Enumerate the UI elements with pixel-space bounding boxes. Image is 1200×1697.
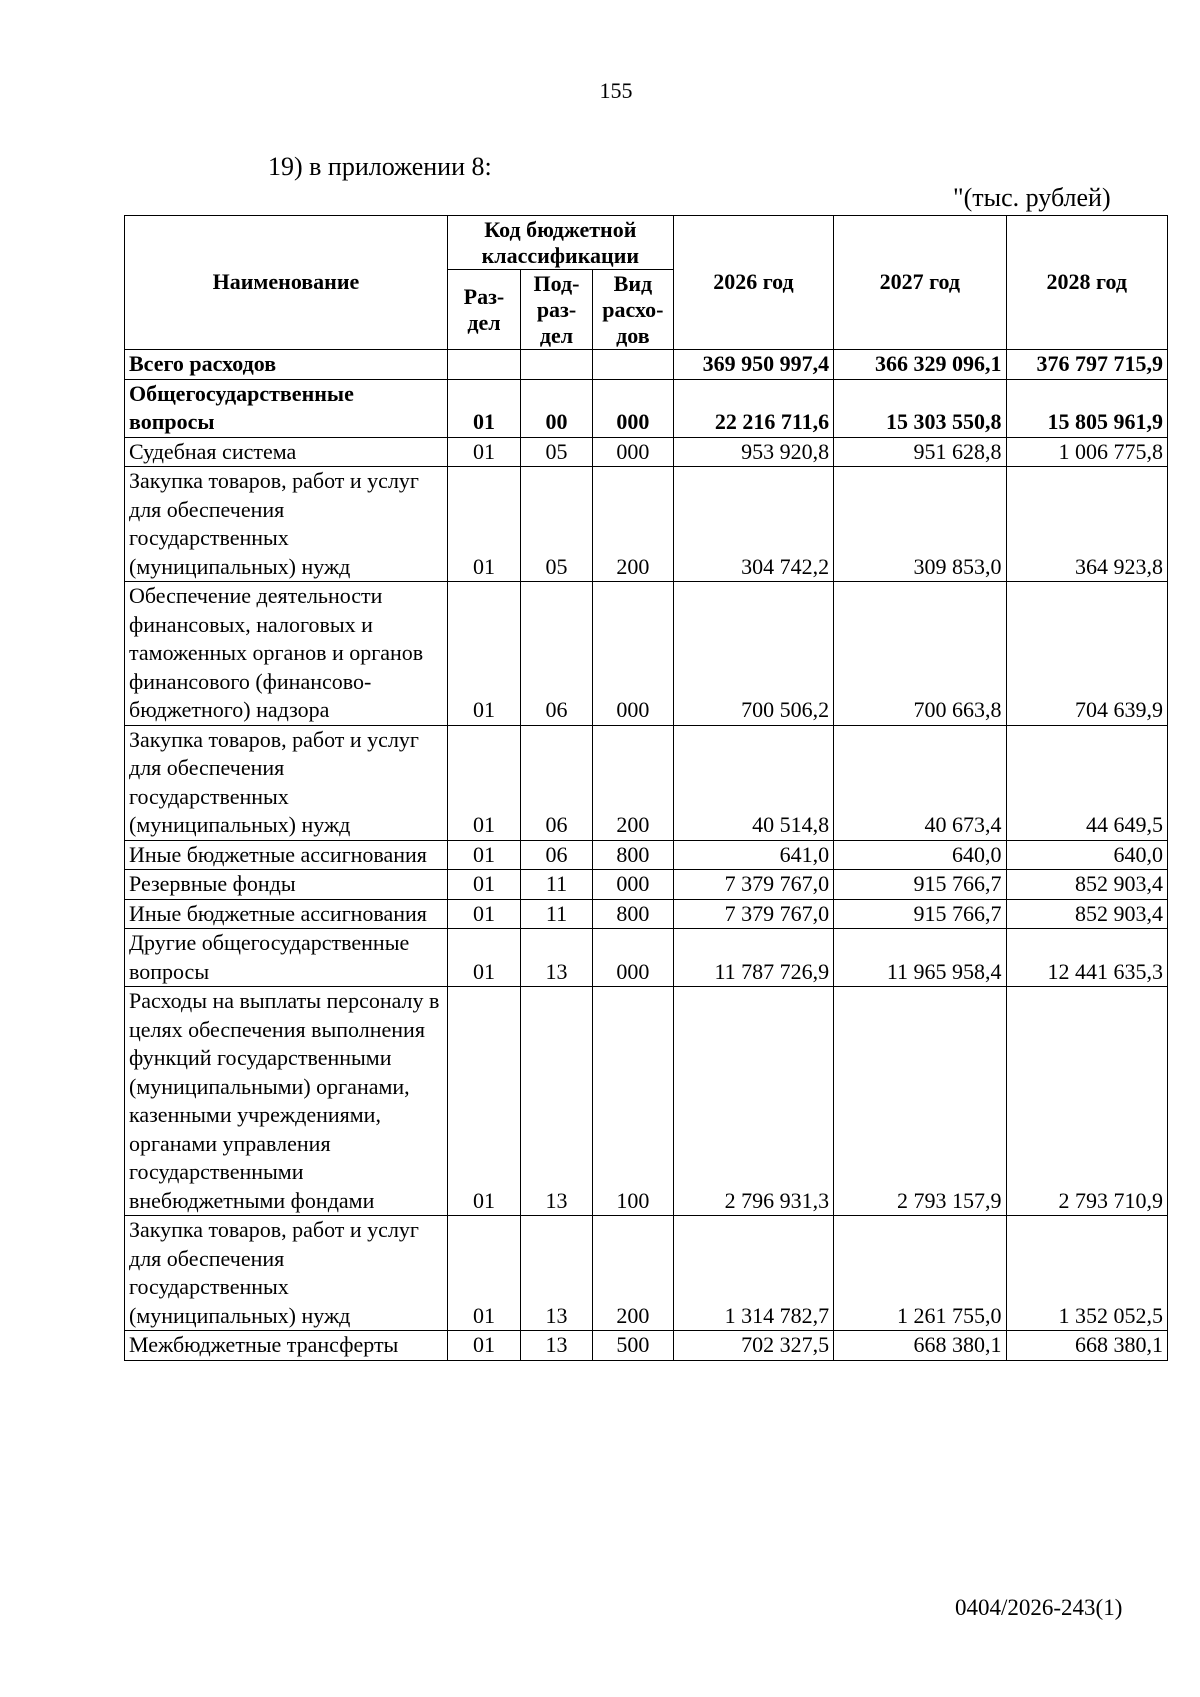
cell-y2028: 12 441 635,3 xyxy=(1006,929,1168,987)
cell-y2028: 1 006 775,8 xyxy=(1006,437,1168,467)
header-2027: 2027 год xyxy=(834,216,1006,350)
cell-y2028: 15 805 961,9 xyxy=(1006,379,1168,437)
cell-type xyxy=(593,350,674,380)
cell-y2028: 376 797 715,9 xyxy=(1006,350,1168,380)
cell-type: 200 xyxy=(593,1216,674,1331)
cell-y2026: 11 787 726,9 xyxy=(673,929,833,987)
table-row xyxy=(125,582,1168,726)
cell-section: 01 xyxy=(447,929,520,987)
cell-y2026: 641,0 xyxy=(673,840,833,870)
table-row xyxy=(125,437,1168,467)
cell-subsection: 06 xyxy=(521,840,593,870)
cell-subsection: 06 xyxy=(521,582,593,726)
header-section: Раз-дел xyxy=(447,270,520,350)
cell-y2027: 366 329 096,1 xyxy=(834,350,1006,380)
cell-type: 000 xyxy=(593,379,674,437)
table-row xyxy=(125,1331,1168,1361)
cell-y2026: 7 379 767,0 xyxy=(673,870,833,900)
cell-y2028: 1 352 052,5 xyxy=(1006,1216,1168,1331)
cell-subsection: 13 xyxy=(521,987,593,1216)
cell-name: Закупка товаров, работ и услуг для обеспечения государственных (муниципальных) нужд xyxy=(125,725,448,840)
units-label: "(тыс. рублей) xyxy=(953,183,1111,212)
cell-y2028: 364 923,8 xyxy=(1006,467,1168,582)
cell-y2026: 2 796 931,3 xyxy=(673,987,833,1216)
cell-y2026: 40 514,8 xyxy=(673,725,833,840)
cell-y2026: 369 950 997,4 xyxy=(673,350,833,380)
cell-type: 500 xyxy=(593,1331,674,1361)
cell-section: 01 xyxy=(447,870,520,900)
cell-y2027: 640,0 xyxy=(834,840,1006,870)
cell-y2028: 668 380,1 xyxy=(1006,1331,1168,1361)
cell-section: 01 xyxy=(447,467,520,582)
cell-section xyxy=(447,350,520,380)
cell-y2027: 915 766,7 xyxy=(834,899,1006,929)
table-row xyxy=(125,987,1168,1216)
table-row xyxy=(125,899,1168,929)
table-header xyxy=(125,216,1168,350)
page-number: 155 xyxy=(599,78,633,103)
cell-type: 200 xyxy=(593,725,674,840)
cell-section: 01 xyxy=(447,987,520,1216)
cell-section: 01 xyxy=(447,582,520,726)
cell-name: Закупка товаров, работ и услуг для обеспечения государственных (муниципальных) нужд xyxy=(125,467,448,582)
cell-name: Межбюджетные трансферты xyxy=(125,1331,448,1361)
cell-section: 01 xyxy=(447,840,520,870)
cell-y2027: 11 965 958,4 xyxy=(834,929,1006,987)
cell-section: 01 xyxy=(447,899,520,929)
cell-y2028: 2 793 710,9 xyxy=(1006,987,1168,1216)
cell-name: Закупка товаров, работ и услуг для обеспечения государственных (муниципальных) нужд xyxy=(125,1216,448,1331)
cell-y2026: 304 742,2 xyxy=(673,467,833,582)
cell-name: Расходы на выплаты персоналу в целях обеспечения выполнения функций государственными (муниципальными) органами, казенными учреждениями, органами управления государственными внебюджетными фондами xyxy=(125,987,448,1216)
cell-type: 200 xyxy=(593,467,674,582)
table-row xyxy=(125,379,1168,437)
cell-subsection: 13 xyxy=(521,1331,593,1361)
table-row xyxy=(125,840,1168,870)
cell-y2028: 704 639,9 xyxy=(1006,582,1168,726)
table-row xyxy=(125,870,1168,900)
cell-y2027: 700 663,8 xyxy=(834,582,1006,726)
cell-subsection: 11 xyxy=(521,899,593,929)
cell-y2026: 1 314 782,7 xyxy=(673,1216,833,1331)
table-row xyxy=(125,350,1168,380)
cell-y2027: 15 303 550,8 xyxy=(834,379,1006,437)
cell-y2027: 951 628,8 xyxy=(834,437,1006,467)
cell-type: 000 xyxy=(593,437,674,467)
cell-subsection: 13 xyxy=(521,1216,593,1331)
header-2028: 2028 год xyxy=(1006,216,1168,350)
header-code-group: Код бюджетной классификации xyxy=(447,216,673,270)
cell-name: Иные бюджетные ассигнования xyxy=(125,840,448,870)
cell-subsection: 06 xyxy=(521,725,593,840)
cell-subsection: 13 xyxy=(521,929,593,987)
cell-name: Судебная система xyxy=(125,437,448,467)
cell-section: 01 xyxy=(447,725,520,840)
cell-y2027: 2 793 157,9 xyxy=(834,987,1006,1216)
cell-name: Всего расходов xyxy=(125,350,448,380)
header-subsection: Под-раз-дел xyxy=(521,270,593,350)
table-body xyxy=(125,350,1168,1361)
table-row xyxy=(125,467,1168,582)
cell-name: Общегосударственные вопросы xyxy=(125,379,448,437)
header-2026: 2026 год xyxy=(673,216,833,350)
cell-subsection: 05 xyxy=(521,467,593,582)
cell-y2028: 852 903,4 xyxy=(1006,899,1168,929)
cell-section: 01 xyxy=(447,1216,520,1331)
cell-y2027: 668 380,1 xyxy=(834,1331,1006,1361)
cell-y2026: 7 379 767,0 xyxy=(673,899,833,929)
cell-y2027: 1 261 755,0 xyxy=(834,1216,1006,1331)
cell-name: Иные бюджетные ассигнования xyxy=(125,899,448,929)
cell-subsection: 00 xyxy=(521,379,593,437)
budget-table xyxy=(124,215,1168,1361)
table-row xyxy=(125,725,1168,840)
cell-name: Другие общегосударственные вопросы xyxy=(125,929,448,987)
cell-y2026: 22 216 711,6 xyxy=(673,379,833,437)
cell-y2026: 953 920,8 xyxy=(673,437,833,467)
cell-name: Резервные фонды xyxy=(125,870,448,900)
cell-y2027: 915 766,7 xyxy=(834,870,1006,900)
cell-y2027: 40 673,4 xyxy=(834,725,1006,840)
cell-subsection xyxy=(521,350,593,380)
cell-y2027: 309 853,0 xyxy=(834,467,1006,582)
cell-y2028: 852 903,4 xyxy=(1006,870,1168,900)
cell-type: 100 xyxy=(593,987,674,1216)
cell-type: 000 xyxy=(593,582,674,726)
cell-subsection: 11 xyxy=(521,870,593,900)
intro-text: 19) в приложении 8: xyxy=(268,152,492,181)
cell-name: Обеспечение деятельности финансовых, налоговых и таможенных органов и органов финансового (финансово-бюджетного) надзора xyxy=(125,582,448,726)
cell-section: 01 xyxy=(447,379,520,437)
cell-type: 800 xyxy=(593,899,674,929)
cell-y2026: 702 327,5 xyxy=(673,1331,833,1361)
table-row xyxy=(125,1216,1168,1331)
cell-section: 01 xyxy=(447,437,520,467)
table-row xyxy=(125,929,1168,987)
header-expense-type: Вид расхо-дов xyxy=(593,270,674,350)
cell-type: 000 xyxy=(593,929,674,987)
cell-type: 000 xyxy=(593,870,674,900)
cell-subsection: 05 xyxy=(521,437,593,467)
document-code: 0404/2026-243(1) xyxy=(955,1595,1123,1620)
header-name: Наименование xyxy=(125,216,448,350)
cell-y2028: 44 649,5 xyxy=(1006,725,1168,840)
cell-y2028: 640,0 xyxy=(1006,840,1168,870)
cell-type: 800 xyxy=(593,840,674,870)
cell-y2026: 700 506,2 xyxy=(673,582,833,726)
cell-section: 01 xyxy=(447,1331,520,1361)
